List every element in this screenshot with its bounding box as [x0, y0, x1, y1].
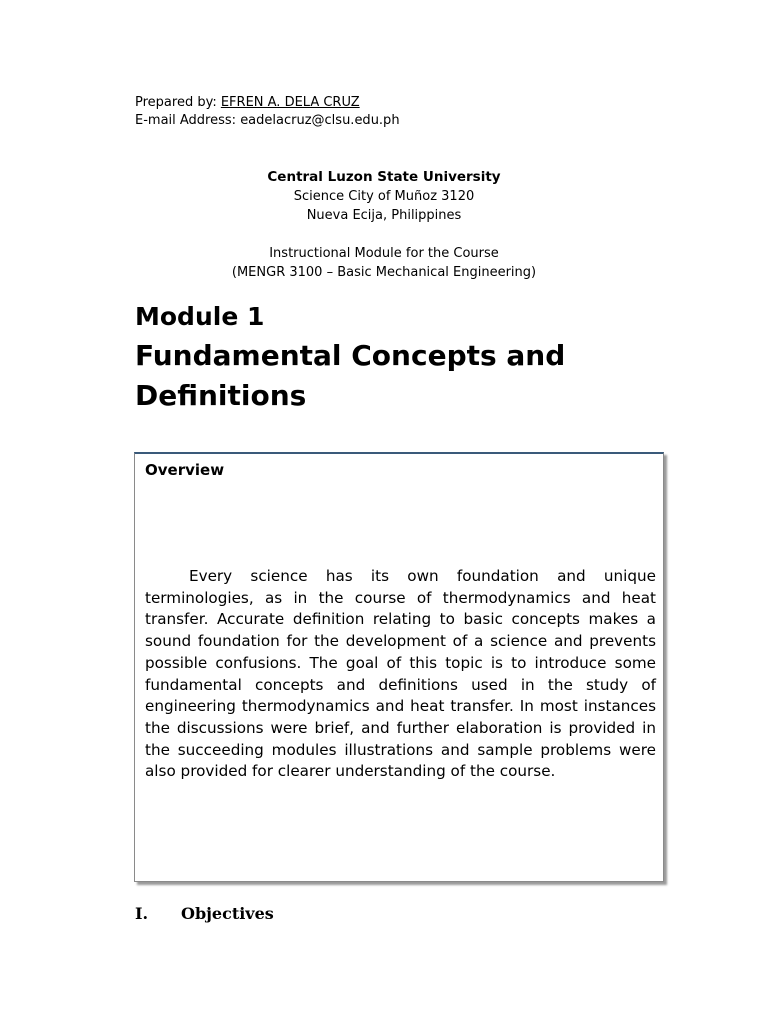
- address-line-1: Science City of Muñoz 3120: [293, 189, 475, 204]
- course-block: [0, 244, 768, 282]
- module-title: Fundamental Concepts and Definitions: [135, 339, 566, 412]
- author-name: EFREN A. DELA CRUZ: [220, 95, 360, 110]
- address-line-2: Nueva Ecija, Philippines: [306, 208, 462, 223]
- overview-box: [134, 452, 664, 882]
- overview-body: Every science has its own foundation and unique terminologies, as in the course of thermodynamics and heat transfer. Accurate definition relating to basic concepts makes a sound foundation for the development of a science and prevents possible confusions. The goal of this topic is to introduce some fundamental concepts and definitions used in the study of engineering thermodynamics and heat transfer. In most instances the discussions were brief, and further elaboration is provided in the succeeding modules illustrations and sample problems were also provided for clearer understanding of the course.: [145, 567, 656, 781]
- email-line: [135, 112, 400, 130]
- module-number: Module 1: [135, 302, 265, 331]
- prepared-by-block: [135, 94, 400, 130]
- email-address: eadelacruz@clsu.edu.ph: [240, 113, 400, 128]
- prepared-by-line: [135, 94, 400, 112]
- university-name: Central Luzon State University: [267, 169, 501, 185]
- email-label: E-mail Address:: [135, 113, 241, 128]
- course-line-1: Instructional Module for the Course: [269, 246, 499, 261]
- section-heading-objectives: [135, 903, 274, 925]
- overview-heading: Overview: [145, 461, 225, 479]
- course-line-2: (MENGR 3100 – Basic Mechanical Engineering): [231, 265, 537, 280]
- institution-block: [0, 168, 768, 225]
- prepared-by-label: Prepared by:: [135, 95, 221, 110]
- section-number: I.: [135, 904, 149, 923]
- section-title: Objectives: [181, 904, 274, 923]
